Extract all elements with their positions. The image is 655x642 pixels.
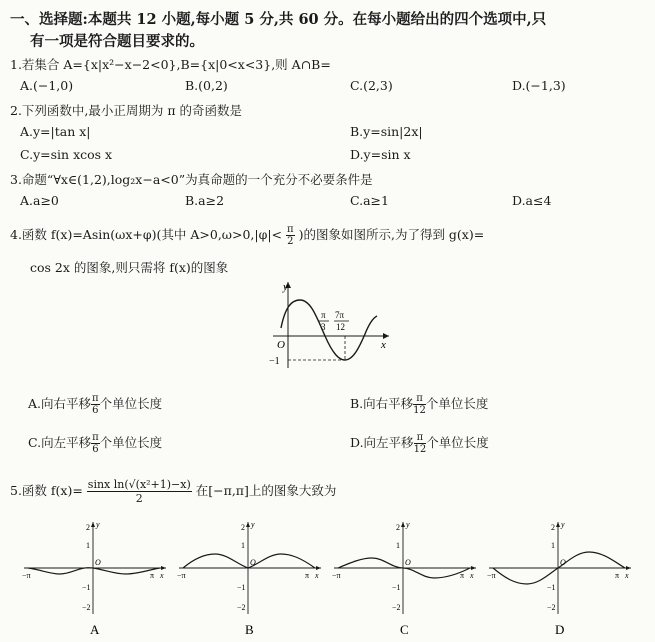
q5a-x-arrow <box>161 566 166 570</box>
q5d-y-label: y <box>561 520 565 529</box>
q5b-one: 1 <box>241 541 245 550</box>
q5a-curve <box>28 568 160 574</box>
question-4-fraction-den: 2 <box>287 236 294 247</box>
q5b-x-arrow <box>316 566 321 570</box>
q5c-pi: π <box>460 571 465 580</box>
q5b-neg-pi: −π <box>177 571 186 580</box>
q5b-origin: O <box>250 558 256 567</box>
q5a-y-label: y <box>96 520 100 529</box>
q4-opt-b-post: 个单位长度 <box>425 396 489 411</box>
question-3-option-c: C.a≥1 <box>350 193 389 208</box>
q5-graph-c <box>332 520 476 614</box>
q4-opt-a-den: 6 <box>92 405 99 416</box>
question-2-option-c: C.y=sin xcos x <box>20 147 113 162</box>
q4-opt-c-pre: C.向左平移 <box>28 435 92 450</box>
q5-choice-b: B <box>245 622 254 637</box>
q4-opt-c-post: 个单位长度 <box>99 435 163 450</box>
q5-choice-a: A <box>90 622 100 637</box>
question-3-stem: 3.命题“∀x∈(1,2),log₂x−a<0”为真命题的一个充分不必要条件是 <box>10 172 373 187</box>
q5d-neg-one: −1 <box>547 583 556 592</box>
q5c-neg-pi: −π <box>332 571 341 580</box>
q5c-x-arrow <box>471 566 476 570</box>
q4-opt-a-pre: A.向右平移 <box>28 396 92 411</box>
q4-opt-a-post: 个单位长度 <box>99 396 163 411</box>
q5-stem-part-a: 5.函数 f(x)= <box>10 483 83 498</box>
q4-opt-a-frac <box>91 393 100 416</box>
q5-fraction-den: 2 <box>135 492 143 505</box>
q5b-neg-two: −2 <box>237 603 246 612</box>
q4-tick2-den: 12 <box>336 322 345 332</box>
q5a-pi: π <box>150 571 155 580</box>
q5a-neg-one: −1 <box>82 583 91 592</box>
q5b-y-label: y <box>251 520 255 529</box>
q5-choice-d: D <box>555 622 565 637</box>
q5b-two: 2 <box>241 523 245 532</box>
q5b-x-label: x <box>315 571 319 580</box>
q5d-pi: π <box>615 571 620 580</box>
q5b-curve <box>183 554 315 568</box>
q4-opt-b-pre: B.向右平移 <box>350 396 414 411</box>
q5a-neg-two: −2 <box>82 603 91 612</box>
q4-opt-d-post: 个单位长度 <box>426 435 489 450</box>
q5c-two: 2 <box>396 523 400 532</box>
q5-choice-c: C <box>400 622 409 637</box>
question-4-stem-line1 <box>10 224 484 247</box>
question-4-graph <box>255 278 395 370</box>
q4-curve <box>281 300 377 360</box>
question-4-stem-part-b: )的图象如图所示,为了得到 g(x)= <box>298 227 485 242</box>
q4-x-label: x <box>381 339 386 351</box>
q5-graph-b <box>177 520 321 614</box>
q5d-x-label: x <box>625 571 629 580</box>
question-3-option-a: A.a≥0 <box>20 193 59 208</box>
q5c-one: 1 <box>396 541 400 550</box>
question-5-stem <box>10 478 336 505</box>
question-1-option-d: D.(−1,3) <box>512 78 566 93</box>
q4-opt-d-den: 12 <box>413 444 427 455</box>
question-3-option-d: D.a≤4 <box>512 193 552 208</box>
q5d-neg-pi: −π <box>487 571 496 580</box>
q4-origin-label: O <box>277 339 285 351</box>
q4-opt-b-frac <box>413 393 426 416</box>
q5a-one: 1 <box>86 541 90 550</box>
q5d-neg-two: −2 <box>547 603 556 612</box>
question-4-fraction-num: π <box>287 224 294 235</box>
q5a-y-arrow <box>91 522 95 527</box>
q5d-one: 1 <box>551 541 555 550</box>
q5c-y-label: y <box>406 520 410 529</box>
q5a-two: 2 <box>86 523 90 532</box>
question-4-stem-fraction <box>286 224 295 247</box>
question-5-graphs <box>20 518 645 640</box>
q5a-origin: O <box>95 558 101 567</box>
question-4-option-d <box>350 432 489 455</box>
question-1-stem: 1.若集合 A={x|x²−x−2<0},B={x|0<x<3},则 A∩B= <box>10 57 331 72</box>
section-heading-line2: 有一项是符合题目要求的。 <box>30 33 204 50</box>
q4-neg-one-label: −1 <box>269 356 280 367</box>
q5-graph-d <box>487 520 631 614</box>
question-2-option-a: A.y=|tan x| <box>20 124 91 139</box>
section-heading-line1: 一、选择题:本题共 12 小题,每小题 5 分,共 60 分。在每小题给出的四个选项中,只 <box>10 11 547 28</box>
q5c-x-label: x <box>470 571 474 580</box>
q5-graph-a <box>22 520 166 614</box>
q5d-y-arrow <box>556 522 560 527</box>
q5-stem-fraction <box>87 478 192 505</box>
question-1-option-b: B.(0,2) <box>185 78 228 93</box>
q4-opt-b-den: 12 <box>413 405 426 416</box>
q5c-y-arrow <box>401 522 405 527</box>
q5b-y-arrow <box>246 522 250 527</box>
q5c-neg-two: −2 <box>392 603 401 612</box>
question-1-option-a: A.(−1,0) <box>20 78 74 93</box>
q5b-neg-one: −1 <box>237 583 246 592</box>
q5b-pi: π <box>305 571 310 580</box>
q5d-x-arrow <box>626 566 631 570</box>
q5d-origin: O <box>560 558 566 567</box>
q4-y-label: y <box>283 281 288 293</box>
q4-tick1-num: π <box>321 310 326 320</box>
q5a-neg-pi: −π <box>22 571 31 580</box>
q4-opt-d-frac <box>414 432 427 455</box>
q4-opt-a-num: π <box>92 393 99 404</box>
q4-opt-d-num: π <box>414 432 427 444</box>
question-3-option-b: B.a≥2 <box>185 193 225 208</box>
question-2-option-d: D.y=sin x <box>350 147 411 162</box>
q4-opt-c-den: 6 <box>92 444 99 455</box>
q5c-neg-one: −1 <box>392 583 401 592</box>
q4-opt-c-frac <box>91 432 100 455</box>
q5d-two: 2 <box>551 523 555 532</box>
question-4-option-c <box>28 432 162 455</box>
q5c-origin: O <box>405 558 411 567</box>
question-2-option-b: B.y=sin|2x| <box>350 124 423 139</box>
question-4-option-a <box>28 393 162 416</box>
question-1-option-c: C.(2,3) <box>350 78 393 93</box>
question-4-stem-line2: cos 2x 的图象,则只需将 f(x)的图象 <box>30 260 229 275</box>
q5a-x-label: x <box>160 571 164 580</box>
question-2-stem: 2.下列函数中,最小正周期为 π 的奇函数是 <box>10 103 243 118</box>
q4-tick2-num: 7π <box>335 310 345 320</box>
q4-opt-b-num: π <box>413 393 426 405</box>
q5-fraction-num: sinx ln(√(x²+1)−x) <box>87 478 191 491</box>
q4-tick1-den: 3 <box>321 322 326 332</box>
q4-opt-d-pre: D.向左平移 <box>350 435 414 450</box>
question-4-option-b <box>350 393 488 416</box>
q5-stem-part-b: 在[−π,π]上的图象大致为 <box>195 483 337 498</box>
q4-opt-c-num: π <box>92 432 99 443</box>
question-4-stem-part-a: 4.函数 f(x)=Asin(ωx+φ)(其中 A>0,ω>0,|φ|< <box>10 227 283 242</box>
